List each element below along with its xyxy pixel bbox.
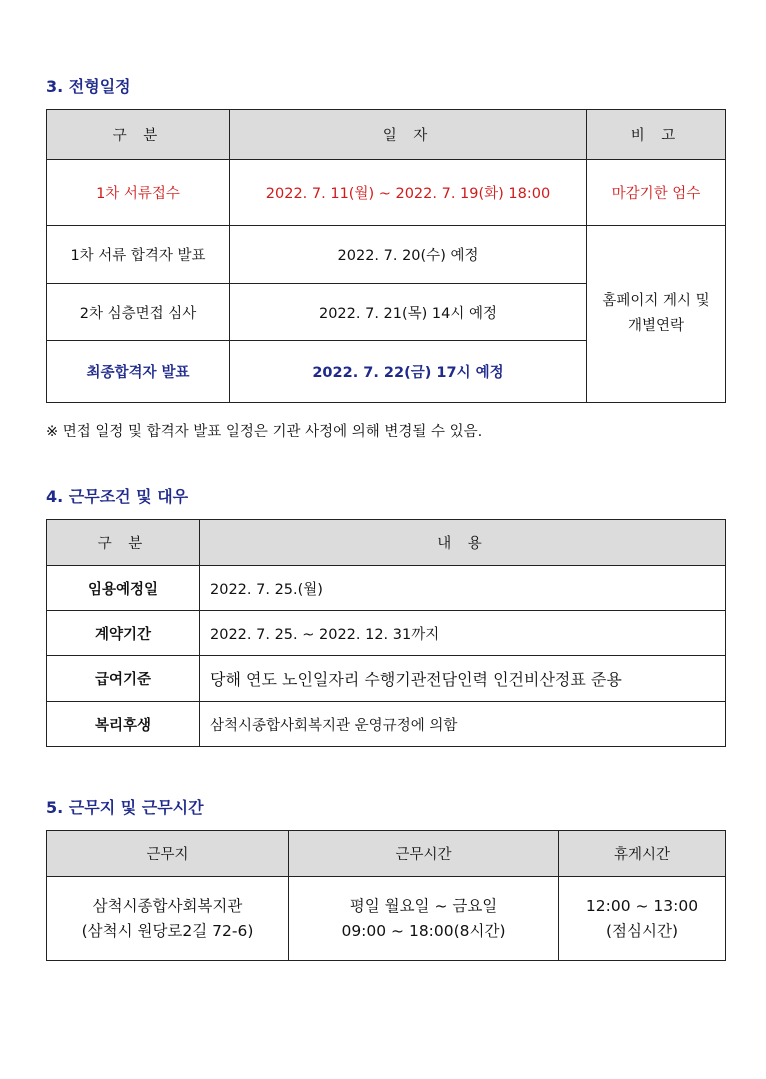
table-row <box>47 611 726 656</box>
schedule-table <box>46 109 726 403</box>
section5-title: 5. 근무지 및 근무시간 <box>46 798 204 817</box>
row-label: 급여기준 <box>47 656 200 702</box>
hours-days: 평일 월요일 ~ 금요일 <box>349 896 498 915</box>
table-row <box>47 656 726 702</box>
break-time: 12:00 ~ 13:00 <box>585 896 699 915</box>
section3-title: 3. 전형일정 <box>46 77 131 96</box>
table-header-row <box>47 110 726 160</box>
merged-remark-line2: 개별연락 <box>627 318 685 334</box>
workplace-name: 삼척시종합사회복지관 <box>92 896 243 915</box>
row1-remark: 마감기한 엄수 <box>587 160 726 226</box>
schedule-note: ※ 면접 일정 및 합격자 발표 일정은 기관 사정에 의해 변경될 수 있음. <box>46 424 483 440</box>
workplace-table <box>46 830 726 961</box>
break-cell <box>559 877 726 961</box>
row1-category: 1차 서류접수 <box>47 160 230 226</box>
row-label: 계약기간 <box>47 611 200 656</box>
row2-category: 1차 서류 합격자 발표 <box>47 226 230 284</box>
merged-remark-line1: 홈페이지 게시 및 <box>602 293 710 309</box>
row-label: 임용예정일 <box>47 566 200 611</box>
table-header-row <box>47 831 726 877</box>
table-row <box>47 226 726 284</box>
hours-cell <box>289 877 559 961</box>
row-label: 복리후생 <box>47 702 200 747</box>
row3-category: 2차 심층면접 심사 <box>47 284 230 341</box>
header-content: 내 용 <box>200 520 726 566</box>
row2-date: 2022. 7. 20(수) 예정 <box>230 226 587 284</box>
conditions-table <box>46 519 726 747</box>
header-break: 휴게시간 <box>559 831 726 877</box>
row3-date: 2022. 7. 21(목) 14시 예정 <box>230 284 587 341</box>
row-content: 2022. 7. 25. ~ 2022. 12. 31까지 <box>200 611 726 656</box>
workplace-address: (삼척시 원당로2길 72-6) <box>81 921 254 940</box>
table-row <box>47 160 726 226</box>
header-category: 구 분 <box>47 520 200 566</box>
section4-title: 4. 근무조건 및 대우 <box>46 487 189 506</box>
header-category: 구 분 <box>47 110 230 160</box>
table-row <box>47 566 726 611</box>
break-label: (점심시간) <box>606 921 678 940</box>
hours-time: 09:00 ~ 18:00(8시간) <box>341 921 506 940</box>
header-date: 일 자 <box>230 110 587 160</box>
table-row <box>47 702 726 747</box>
row-content: 당해 연도 노인일자리 수행기관전담인력 인건비산정표 준용 <box>200 656 726 702</box>
row-content: 삼척시종합사회복지관 운영규정에 의함 <box>200 702 726 747</box>
header-workplace: 근무지 <box>47 831 289 877</box>
header-hours: 근무시간 <box>289 831 559 877</box>
row4-category: 최종합격자 발표 <box>47 341 230 403</box>
merged-remark <box>587 226 726 403</box>
header-remark: 비 고 <box>587 110 726 160</box>
row-content: 2022. 7. 25.(월) <box>200 566 726 611</box>
row1-date: 2022. 7. 11(월) ~ 2022. 7. 19(화) 18:00 <box>230 160 587 226</box>
table-row <box>47 877 726 961</box>
table-header-row <box>47 520 726 566</box>
row4-date: 2022. 7. 22(금) 17시 예정 <box>230 341 587 403</box>
workplace-cell <box>47 877 289 961</box>
